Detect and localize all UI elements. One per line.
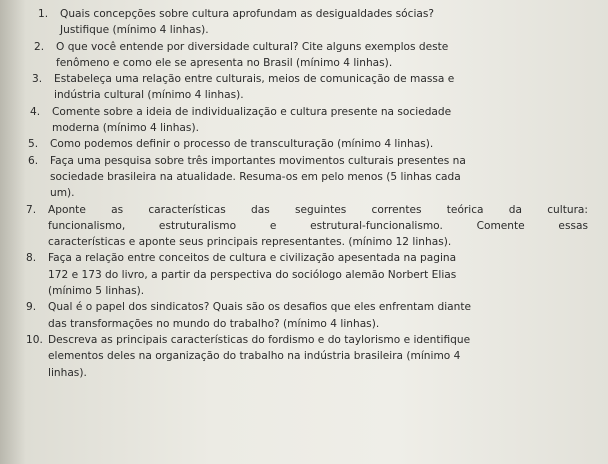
question-text: Faça a relação entre conceitos de cultura e civilização apesentada na pagina (48, 252, 457, 265)
question-line (32, 71, 588, 87)
question-line: moderna (mínimo 4 linhas). (52, 122, 199, 135)
question-line (26, 250, 588, 266)
question-2 (24, 39, 588, 72)
question-line (26, 332, 588, 348)
question-text: Comente sobre a ideia de individualização e cultura presente na sociedade (52, 105, 452, 118)
question-line: um). (50, 187, 75, 200)
question-line: elementos deles na organização do trabalho na indústria brasileira (mínimo 4 (48, 350, 461, 363)
page-shadow (0, 0, 26, 464)
question-number: 3. (32, 73, 43, 86)
question-number: 1. (38, 8, 49, 20)
question-text: Faça uma pesquisa sobre três importantes movimentos culturais presentes na (50, 154, 466, 167)
question-number: 6. (28, 154, 39, 167)
question-7 (24, 202, 588, 251)
question-line: Justifique (mínimo 4 linhas). (60, 24, 209, 37)
question-line: 172 e 173 do livro, a partir da perspectiva do sociólogo alemão Norbert Elias (48, 268, 457, 281)
question-line: linhas). (48, 366, 87, 379)
question-number: 5. (28, 138, 39, 151)
question-line: fenômeno e como ele se apresenta no Brasil (mínimo 4 linhas). (56, 56, 393, 69)
question-1 (24, 6, 588, 39)
question-text: Estabeleça uma relação entre culturais, meios de comunicação de massa e (54, 73, 455, 86)
question-number: 9. (26, 301, 37, 314)
question-line (28, 136, 588, 152)
question-line (28, 153, 588, 169)
question-number: 4. (30, 105, 41, 118)
question-3 (24, 71, 588, 104)
question-8 (24, 250, 588, 299)
question-text: O que você entende por diversidade cultural? Cite alguns exemplos deste (56, 40, 449, 53)
question-5 (24, 136, 588, 152)
question-6 (24, 153, 588, 202)
question-line: características e aponte seus principais representantes. (mínimo 12 linhas). (48, 236, 452, 249)
question-number: 8. (26, 252, 37, 265)
question-text: Aponte as características das seguintes correntes teórica da cultura: (48, 203, 588, 216)
question-line (26, 202, 588, 218)
question-text: Quais concepções sobre cultura aprofundam as desigualdades sócias? (60, 8, 435, 20)
question-line: sociedade brasileira na atualidade. Resuma-os em pelo menos (5 linhas cada (50, 170, 461, 183)
question-line: indústria cultural (mínimo 4 linhas). (54, 89, 244, 102)
question-line: (mínimo 5 linhas). (48, 285, 145, 298)
question-4 (24, 104, 588, 137)
question-line (38, 6, 588, 22)
question-line (26, 299, 588, 315)
question-number: 7. (26, 203, 37, 216)
question-text: Qual é o papel dos sindicatos? Quais são os desafios que eles enfrentam diante (48, 301, 472, 314)
question-line: funcionalismo, estruturalismo e estrutural-funcionalismo. Comente essas (48, 219, 588, 232)
question-line: das transformações no mundo do trabalho? (mínimo 4 linhas). (48, 317, 380, 330)
question-text: Descreva as principais características do fordismo e do taylorismo e identifique (48, 333, 471, 346)
question-number: 2. (34, 40, 45, 53)
question-9 (24, 299, 588, 332)
question-line (30, 104, 588, 120)
question-text: Como podemos definir o processo de transculturação (mínimo 4 linhas). (50, 138, 434, 151)
question-10 (24, 332, 588, 381)
question-line (34, 39, 588, 55)
question-number: 10. (26, 333, 43, 346)
